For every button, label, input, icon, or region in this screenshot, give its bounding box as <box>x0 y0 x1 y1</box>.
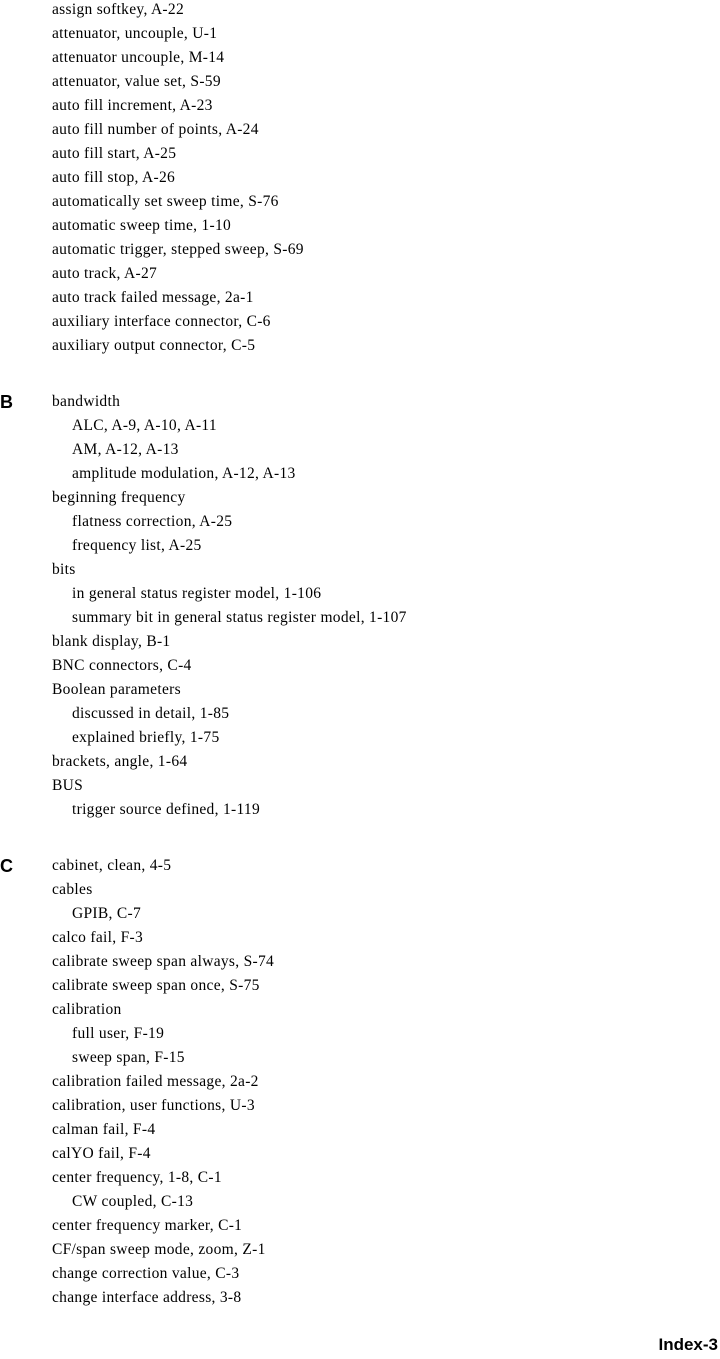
index-entry: automatic sweep time, 1-10 <box>52 217 232 234</box>
index-entry: calman fail, F-4 <box>52 1121 156 1138</box>
index-entry: calibrate sweep span once, S-75 <box>52 977 260 994</box>
index-entry: change interface address, 3-8 <box>52 1289 242 1306</box>
index-subentry: trigger source defined, 1-119 <box>72 801 261 818</box>
index-subentry: full user, F-19 <box>72 1025 165 1042</box>
index-entry: auxiliary output connector, C-5 <box>52 337 256 354</box>
index-subentry: discussed in detail, 1-85 <box>72 705 230 722</box>
index-entry: auto track, A-27 <box>52 265 158 282</box>
index-entry: Boolean parameters <box>52 681 181 698</box>
index-entry: cables <box>52 881 93 898</box>
index-subentry: GPIB, C-7 <box>72 905 142 922</box>
index-entry: calibration, user functions, U-3 <box>52 1097 255 1114</box>
index-entry: center frequency, 1-8, C-1 <box>52 1169 222 1186</box>
index-entry: center frequency marker, C-1 <box>52 1217 243 1234</box>
index-subentry: flatness correction, A-25 <box>72 513 233 530</box>
index-entry: calibration failed message, 2a-2 <box>52 1073 259 1090</box>
index-entry: calco fail, F-3 <box>52 929 144 946</box>
index-entry: bandwidth <box>52 393 121 410</box>
index-entry: calibrate sweep span always, S-74 <box>52 953 275 970</box>
index-entry: beginning frequency <box>52 489 186 506</box>
index-subentry: summary bit in general status register model, 1-107 <box>72 609 407 626</box>
index-entry: attenuator, value set, S-59 <box>52 73 221 90</box>
index-entry: automatic trigger, stepped sweep, S-69 <box>52 241 304 258</box>
index-entry: attenuator, uncouple, U-1 <box>52 25 218 42</box>
index-entry: calYO fail, F-4 <box>52 1145 151 1162</box>
index-subentry: AM, A-12, A-13 <box>72 441 179 458</box>
index-entry: auto fill increment, A-23 <box>52 97 213 114</box>
index-subentry: ALC, A-9, A-10, A-11 <box>72 417 217 434</box>
index-subentry: in general status register model, 1-106 <box>72 585 322 602</box>
index-entry: cabinet, clean, 4-5 <box>52 857 172 874</box>
index-subentry: CW coupled, C-13 <box>72 1193 194 1210</box>
section-letter-b: B <box>0 392 13 412</box>
index-entry: bits <box>52 561 76 578</box>
index-entry: calibration <box>52 1001 122 1018</box>
index-entry: brackets, angle, 1-64 <box>52 753 188 770</box>
index-entry: auto fill start, A-25 <box>52 145 177 162</box>
index-entry: auto fill stop, A-26 <box>52 169 176 186</box>
index-subentry: amplitude modulation, A-12, A-13 <box>72 465 296 482</box>
page-number: Index-3 <box>658 1335 718 1354</box>
index-entry: blank display, B-1 <box>52 633 171 650</box>
index-entry: auto track failed message, 2a-1 <box>52 289 254 306</box>
section-letter-c: C <box>0 856 13 876</box>
index-entry: auxiliary interface connector, C-6 <box>52 313 271 330</box>
index-subentry: explained briefly, 1-75 <box>72 729 220 746</box>
index-entry: automatically set sweep time, S-76 <box>52 193 279 210</box>
index-entry: attenuator uncouple, M-14 <box>52 49 225 66</box>
index-entry: auto fill number of points, A-24 <box>52 121 259 138</box>
index-entry: CF/span sweep mode, zoom, Z-1 <box>52 1241 266 1258</box>
index-entry: assign softkey, A-22 <box>52 1 184 18</box>
index-subentry: sweep span, F-15 <box>72 1049 185 1066</box>
index-entry: BUS <box>52 777 84 794</box>
index-subentry: frequency list, A-25 <box>72 537 202 554</box>
index-entry: change correction value, C-3 <box>52 1265 240 1282</box>
index-entry: BNC connectors, C-4 <box>52 657 192 674</box>
